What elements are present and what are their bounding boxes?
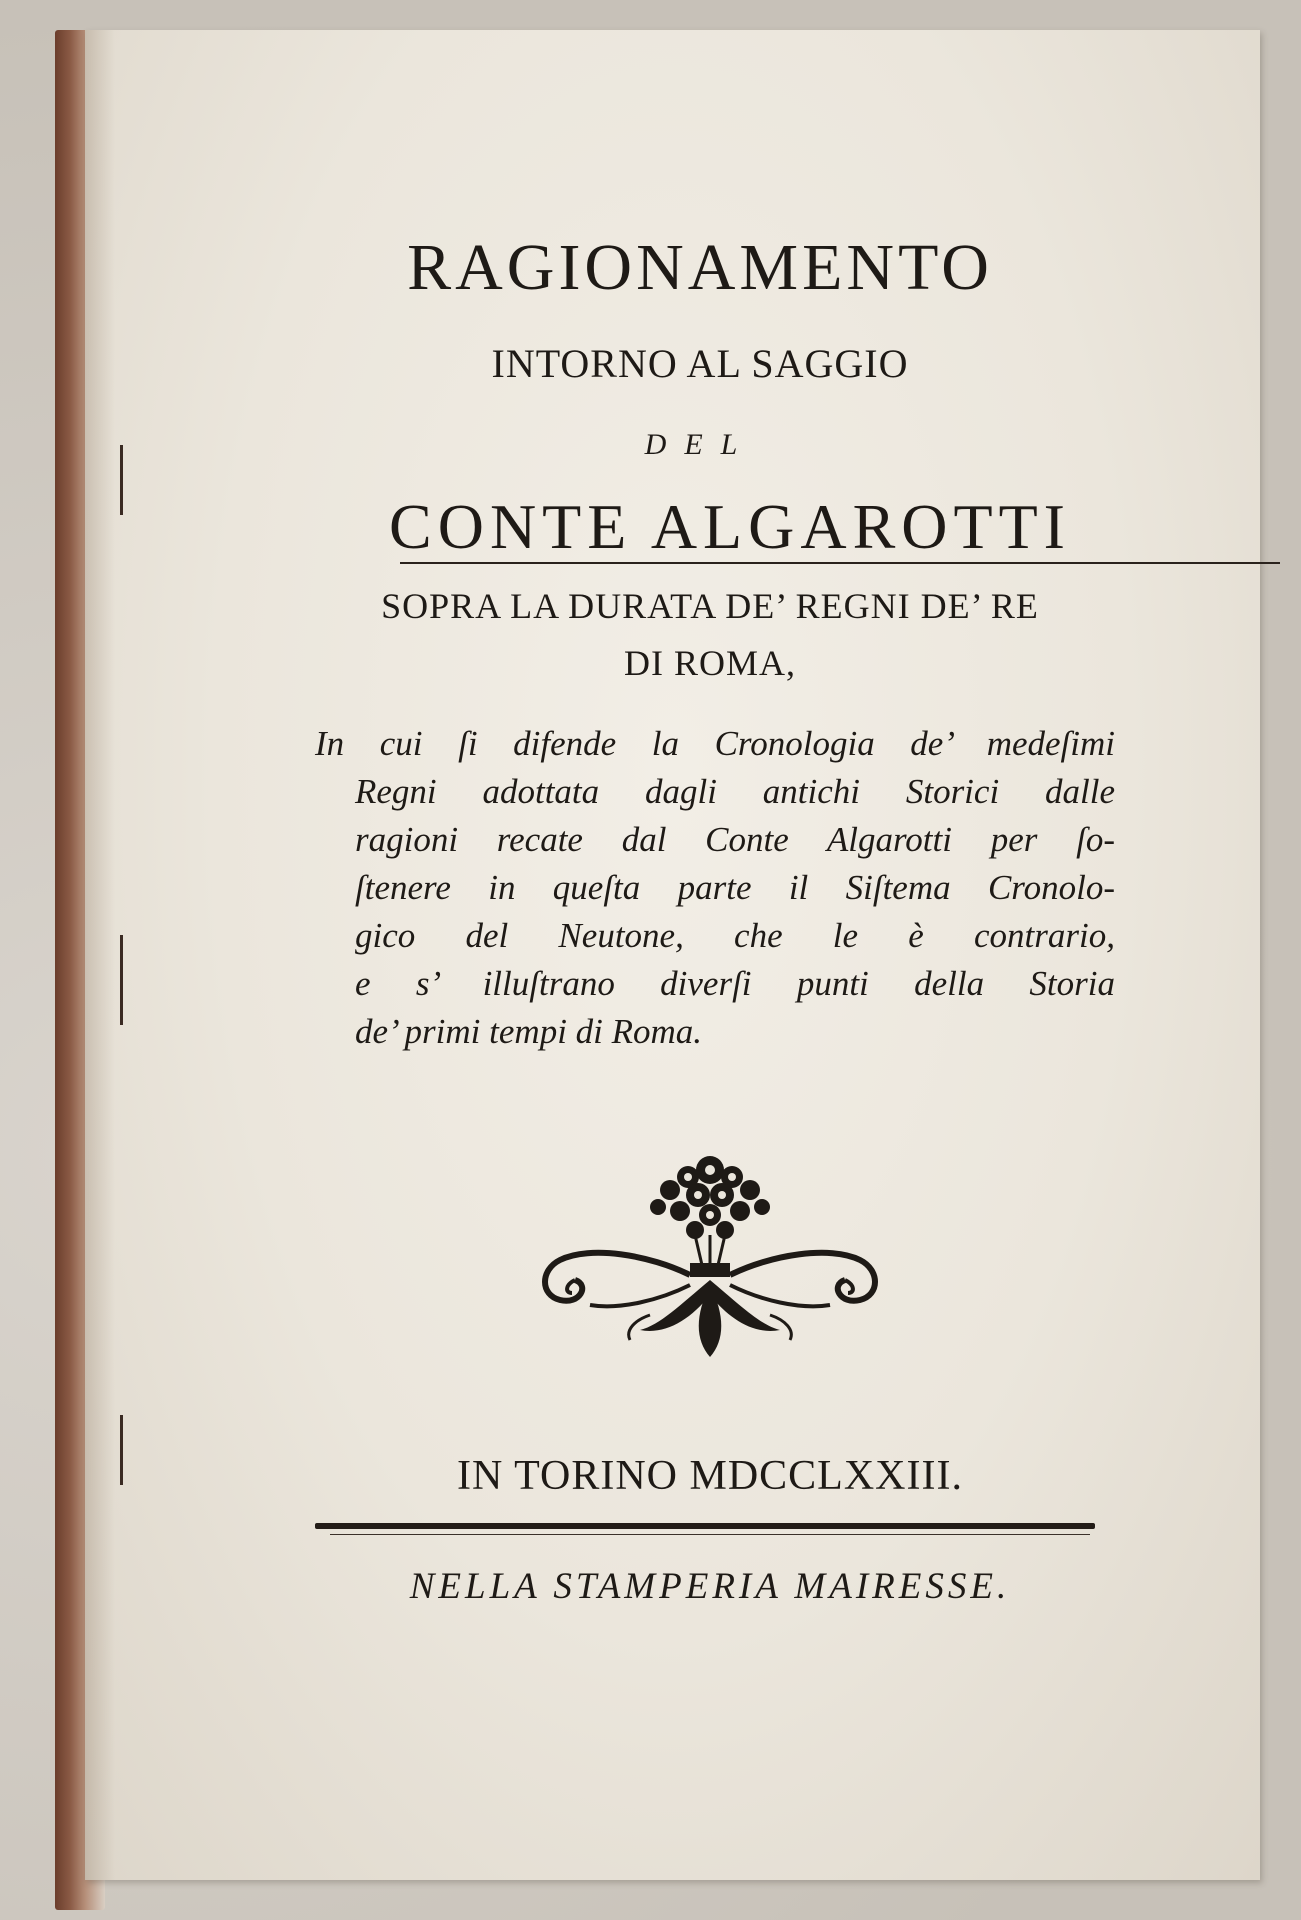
subject-line-2: DI ROMA, (623, 643, 796, 683)
description-line: e s’ illuſtrano diverſi punti della Storia (355, 964, 1115, 1003)
binding-stitch-mark (120, 445, 123, 515)
imprint-rule-thin (330, 1534, 1090, 1535)
connector-word: DEL (644, 428, 756, 461)
description-line: ſtenere in queſta parte il Siſtema Cronolo- (355, 868, 1115, 907)
imprint-rule-thick (315, 1523, 1095, 1529)
imprint-place-date: IN TORINO MDCCLXXIII. (457, 1453, 963, 1499)
binding-stitch-mark (120, 1415, 123, 1485)
description-line: ragioni recate dal Conte Algarotti per ſo- (355, 820, 1115, 859)
book-subtitle: INTORNO AL SAGGIO (491, 341, 909, 386)
description-line: de’ primi tempi di Roma. (355, 1012, 703, 1051)
description-paragraph (315, 720, 1115, 1056)
description-line: In cui ſi difende la Cronologia de’ medeſimi (315, 724, 1115, 763)
description-line: Regni adottata dagli antichi Storici dalle (355, 772, 1115, 811)
printer-name: NELLA STAMPERIA MAIRESSE. (409, 1566, 1011, 1607)
floral-vignette-icon (530, 1135, 890, 1365)
book-title: RAGIONAMENTO (407, 231, 993, 304)
author-name: CONTE ALGAROTTI (389, 491, 1071, 562)
binding-stitch-mark (120, 935, 123, 1025)
description-line: gico del Neutone, che le è contrario, (355, 916, 1115, 955)
author-underline (400, 562, 1280, 564)
subject-line-1: SOPRA LA DURATA DE’ REGNI DE’ RE (381, 586, 1039, 626)
